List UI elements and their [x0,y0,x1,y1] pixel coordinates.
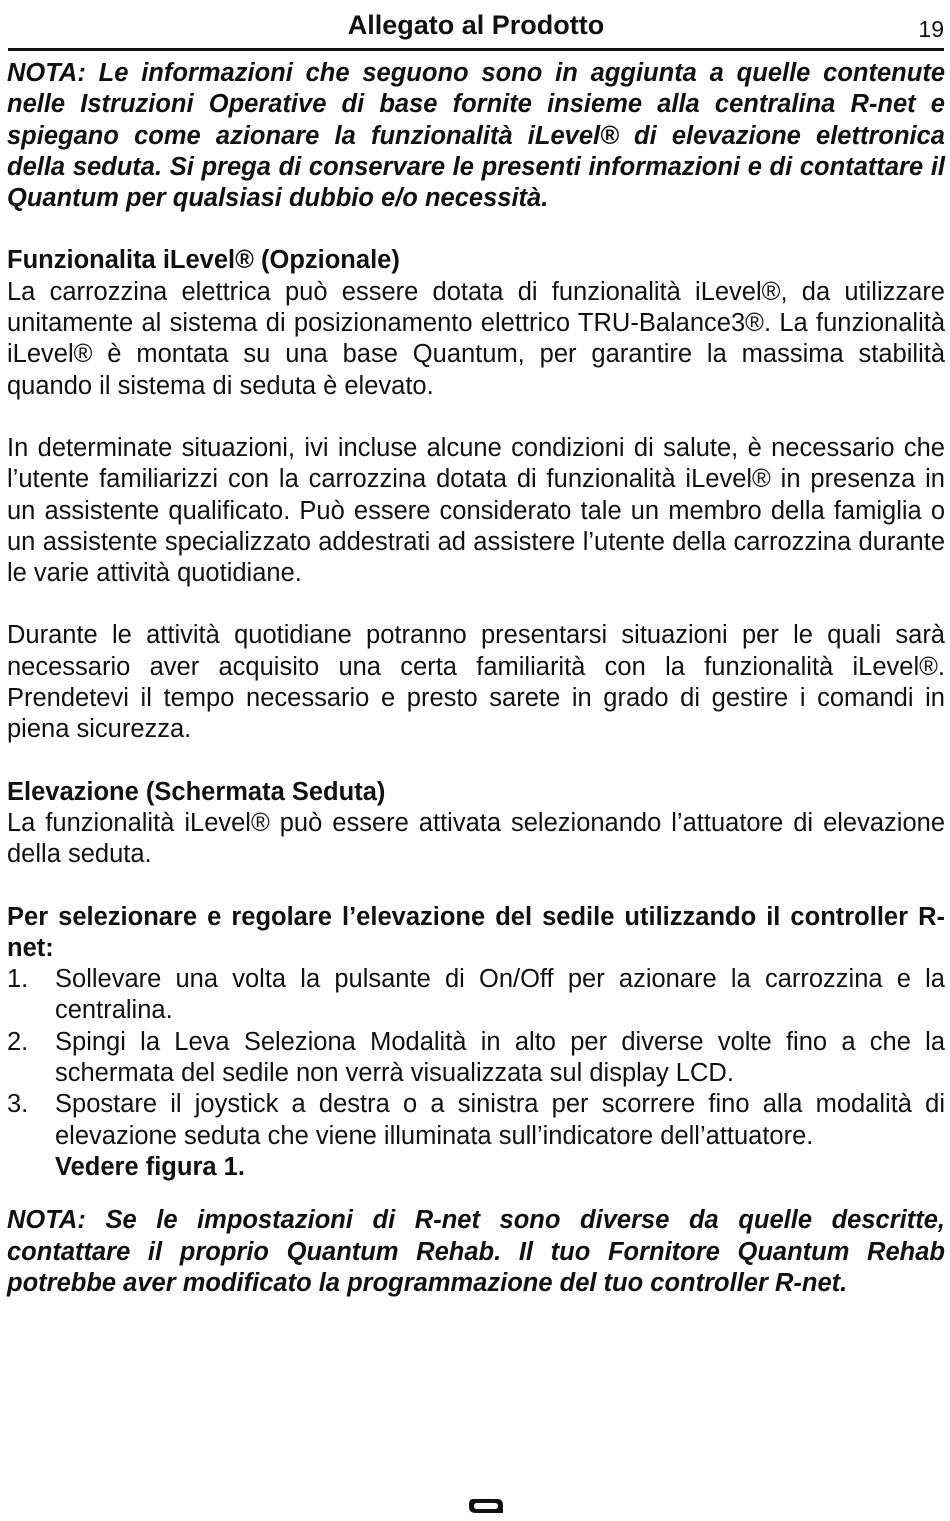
elevation-section [7,777,945,871]
page-number: 19 [918,16,944,42]
instruction-step [7,1089,945,1183]
elevation-description: La funzionalità iLevel® può essere attivata selezionando l’attuatore di elevazione della seduta. [7,808,945,869]
situations-paragraph: In determinate situazioni, ivi incluse alcune condizioni di salute, è necessario che l’utente familiarizzi con la carrozzina dotata di funzionalità iLevel® in presenza in un assistente qualificato. Può essere considerato tale un membro della famiglia o un assistente specializzato addestrati ad assistere l’utente della carrozzina durante le varie attività quotidiane. [7,433,945,588]
instructions-title: Per selezionare e regolare l’elevazione del sedile utilizzando il controller R-net: [7,902,945,962]
daily-activities-paragraph: Durante le attività quotidiane potranno presentarsi situazioni per le quali sarà necessario aver acquisito una certa familiarità con la funzionalità iLevel®. Prendetevi il tempo necessario e presto sarete in grado di gestire i comandi in piena sicurezza. [7,621,945,744]
page-header [8,8,944,51]
ilevel-section [7,245,945,401]
step-content [55,1089,945,1183]
document-title: Allegato al Prodotto [347,10,605,40]
section-spacer [7,1183,945,1205]
document-content [7,58,945,1299]
step-text: Spostare il joystick a destra o a sinistra per scorrere fino alla modalità di elevazione seduta che viene illuminata sull’indicatore dell’attuatore. [55,1090,945,1150]
elevation-heading: Elevazione (Schermata Seduta) [7,777,386,806]
step-number: 2. [7,1027,29,1056]
section-spacer [7,214,945,245]
step-text: Sollevare una volta la pulsante di On/Off per azionare la carrozzina e la centralina. [55,965,945,1025]
intro-note: NOTA: Le informazioni che seguono sono in aggiunta a quelle contenute nelle Istruzioni Operative di base fornite insieme alla centralina R-net e spiegano come azionare la funzionalità iLevel® di elevazione elettronica della seduta. Si prega di conservare le presenti informazioni e di contattare il Quantum per qualsiasi dubbio e/o necessità. [7,59,945,213]
instruction-steps [7,964,945,1183]
closing-note: NOTA: Se le impostazioni di R-net sono diverse da quelle descritte, contattare il proprio Quantum Rehab. Il tuo Fornitore Quantum Rehab potrebbe aver modificato la programmazione del tuo controller R-net. [7,1206,945,1297]
figure-reference: Vedere figura 1. [55,1152,245,1181]
section-spacer [7,589,945,620]
step-text: Spingi la Leva Seleziona Modalità in alto per diverse volte fino a che la schermata del sedile non verrà visualizzata sul display LCD. [55,1027,945,1088]
step-number: 1. [7,965,29,994]
section-spacer [7,746,945,777]
instruction-step [7,1027,945,1090]
instruction-step [7,964,945,1027]
step-number: 3. [7,1090,29,1119]
ilevel-description: La carrozzina elettrica può essere dotata di funzionalità iLevel®, da utilizzare unitamente al sistema di posizionamento elettrico TRU-Balance3®. La funzionalità iLevel® è montata su una base Quantum, per garantire la massima stabilità quando il sistema di seduta è elevato. [7,277,945,400]
section-spacer [7,402,945,433]
ilevel-heading: Funzionalita iLevel® (Opzionale) [7,246,400,275]
section-spacer [7,871,945,902]
instructions-section [7,902,945,1184]
quantum-logo-icon [466,1496,506,1516]
